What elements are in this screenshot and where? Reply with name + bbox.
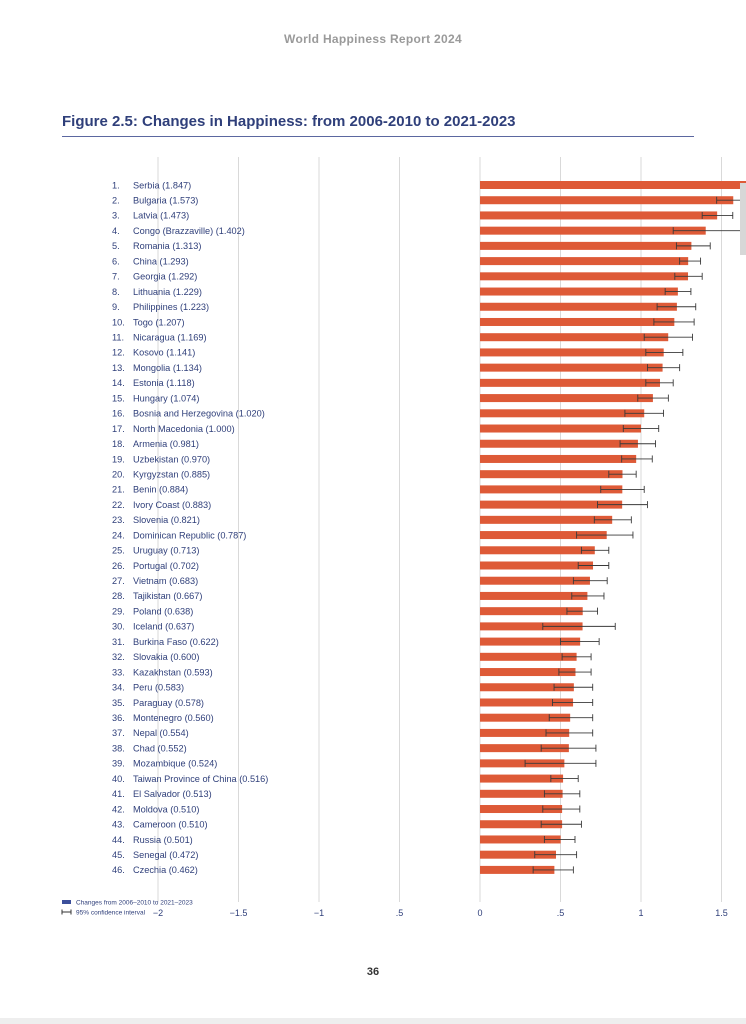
bar bbox=[480, 272, 688, 280]
x-tick-label: 0 bbox=[477, 908, 483, 918]
bar bbox=[480, 181, 746, 189]
row-rank: 44. bbox=[112, 834, 125, 845]
bar bbox=[480, 348, 664, 356]
row-rank: 39. bbox=[112, 758, 125, 769]
row-rank: 20. bbox=[112, 469, 125, 480]
row-rank: 31. bbox=[112, 636, 125, 647]
row-rank: 14. bbox=[112, 378, 125, 389]
x-tick-label: −1.5 bbox=[229, 908, 248, 918]
row-rank: 45. bbox=[112, 849, 125, 860]
x-tick-label: 1.5 bbox=[715, 908, 728, 918]
country-label: Kosovo (1.141) bbox=[133, 347, 196, 358]
bar bbox=[480, 227, 706, 235]
country-label: Bulgaria (1.573) bbox=[133, 195, 199, 206]
row-rank: 18. bbox=[112, 439, 125, 450]
bar bbox=[480, 546, 595, 554]
country-label: Moldova (0.510) bbox=[133, 804, 200, 815]
row-rank: 9. bbox=[112, 302, 120, 313]
row-rank: 11. bbox=[112, 332, 125, 343]
country-label: Lithuania (1.229) bbox=[133, 286, 202, 297]
country-label: Congo (Brazzaville) (1.402) bbox=[133, 225, 245, 236]
row-rank: 23. bbox=[112, 515, 125, 526]
row-rank: 29. bbox=[112, 606, 125, 617]
bar bbox=[480, 211, 717, 219]
country-label: Georgia (1.292) bbox=[133, 271, 198, 282]
row-rank: 35. bbox=[112, 697, 125, 708]
country-label: Serbia (1.847) bbox=[133, 180, 192, 191]
row-rank: 8. bbox=[112, 286, 120, 297]
country-label: Armenia (0.981) bbox=[133, 439, 199, 450]
country-label: Hungary (1.074) bbox=[133, 393, 200, 404]
figure-title: Figure 2.5: Changes in Happiness: from 2006-2010 to 2021-2023 bbox=[62, 113, 516, 130]
row-rank: 42. bbox=[112, 804, 125, 815]
country-label: Peru (0.583) bbox=[133, 682, 185, 693]
country-label: Montenegro (0.560) bbox=[133, 713, 214, 723]
running-header: World Happiness Report 2024 bbox=[284, 32, 462, 46]
country-label: Burkina Faso (0.622) bbox=[133, 636, 219, 647]
x-tick-label: −1 bbox=[313, 908, 325, 918]
row-rank: 22. bbox=[112, 499, 125, 510]
country-label: Ivory Coast (0.883) bbox=[133, 499, 212, 510]
bar bbox=[480, 196, 733, 204]
bar bbox=[480, 333, 668, 341]
country-label: Slovenia (0.821) bbox=[133, 515, 200, 526]
country-label: Chad (0.552) bbox=[133, 743, 187, 754]
country-label: Cameroon (0.510) bbox=[133, 819, 208, 830]
happiness-change-chart bbox=[0, 150, 746, 940]
bar bbox=[480, 303, 677, 311]
x-tick-label: 1 bbox=[638, 908, 644, 918]
bar bbox=[480, 379, 660, 387]
row-rank: 2. bbox=[112, 195, 120, 206]
country-label: Iceland (0.637) bbox=[133, 621, 195, 632]
row-rank: 7. bbox=[112, 271, 120, 282]
row-rank: 28. bbox=[112, 591, 125, 602]
row-rank: 43. bbox=[112, 819, 125, 830]
country-label: Russia (0.501) bbox=[133, 834, 193, 845]
bar bbox=[480, 516, 612, 524]
country-label: Nicaragua (1.169) bbox=[133, 332, 207, 343]
bar bbox=[480, 409, 644, 417]
row-rank: 32. bbox=[112, 652, 125, 663]
country-label: Czechia (0.462) bbox=[133, 865, 198, 876]
title-divider bbox=[62, 136, 694, 137]
x-tick-label: −2 bbox=[152, 908, 164, 918]
row-rank: 30. bbox=[112, 621, 125, 632]
country-label: Kyrgyzstan (0.885) bbox=[133, 469, 211, 480]
row-rank: 24. bbox=[112, 530, 125, 541]
row-rank: 15. bbox=[112, 393, 125, 404]
country-label: Tajikistan (0.667) bbox=[133, 591, 203, 602]
row-rank: 26. bbox=[112, 560, 125, 571]
country-label: Bosnia and Herzegovina (1.020) bbox=[133, 408, 265, 419]
bar bbox=[480, 288, 678, 296]
country-label: Mongolia (1.134) bbox=[133, 362, 202, 373]
country-label: Estonia (1.118) bbox=[133, 378, 195, 389]
row-rank: 5. bbox=[112, 241, 120, 252]
bar bbox=[480, 242, 691, 250]
country-label: Slovakia (0.600) bbox=[133, 652, 200, 663]
country-label: Romania (1.313) bbox=[133, 241, 202, 252]
country-label: Mozambique (0.524) bbox=[133, 758, 218, 769]
row-rank: 46. bbox=[112, 865, 125, 876]
country-label: Philippines (1.223) bbox=[133, 302, 210, 313]
row-rank: 17. bbox=[112, 423, 125, 434]
country-label: Kazakhstan (0.593) bbox=[133, 667, 213, 678]
country-label: China (1.293) bbox=[133, 256, 189, 267]
bar bbox=[480, 440, 638, 448]
row-rank: 27. bbox=[112, 576, 125, 587]
bar bbox=[480, 470, 622, 478]
page-number: 36 bbox=[366, 966, 380, 978]
bar bbox=[480, 425, 641, 433]
row-rank: 19. bbox=[112, 454, 125, 465]
row-rank: 25. bbox=[112, 545, 125, 556]
country-label: El Salvador (0.513) bbox=[133, 789, 212, 800]
country-label: Latvia (1.473) bbox=[133, 210, 190, 221]
bar bbox=[480, 562, 593, 570]
country-label: Portugal (0.702) bbox=[133, 560, 199, 571]
row-rank: 38. bbox=[112, 743, 125, 754]
bar bbox=[480, 592, 587, 600]
row-rank: 40. bbox=[112, 773, 125, 784]
bar bbox=[480, 318, 674, 326]
bar bbox=[480, 455, 636, 463]
bar bbox=[480, 364, 663, 372]
x-tick-label: .5 bbox=[395, 908, 404, 918]
row-rank: 21. bbox=[112, 484, 125, 495]
country-label: Paraguay (0.578) bbox=[133, 697, 204, 708]
row-rank: 12. bbox=[112, 347, 125, 358]
country-label: Poland (0.638) bbox=[133, 606, 194, 617]
country-label: Senegal (0.472) bbox=[133, 849, 199, 860]
legend-bar-swatch bbox=[62, 900, 71, 904]
row-rank: 3. bbox=[112, 210, 120, 221]
legend-label-change: Changes from 2006–2010 to 2021–2023 bbox=[76, 899, 193, 907]
country-label: North Macedonia (1.000) bbox=[133, 423, 235, 434]
country-label: Benin (0.884) bbox=[133, 484, 189, 495]
country-label: Uzbekistan (0.970) bbox=[133, 454, 211, 465]
bar bbox=[480, 394, 653, 402]
row-rank: 34. bbox=[112, 682, 125, 693]
row-rank: 33. bbox=[112, 667, 125, 678]
country-label: Togo (1.207) bbox=[133, 317, 185, 328]
country-label: Uruguay (0.713) bbox=[133, 545, 200, 556]
row-rank: 41. bbox=[112, 789, 125, 800]
row-rank: 13. bbox=[112, 362, 125, 373]
row-rank: 6. bbox=[112, 256, 120, 267]
country-label: Dominican Republic (0.787) bbox=[133, 530, 247, 541]
country-label: Taiwan Province of China (0.516) bbox=[133, 773, 269, 784]
page-bottom-band bbox=[0, 1018, 746, 1024]
row-rank: 1. bbox=[112, 180, 120, 191]
row-rank: 16. bbox=[112, 408, 125, 419]
legend-label-ci: 95% confidence interval bbox=[76, 909, 146, 917]
row-rank: 4. bbox=[112, 225, 120, 236]
row-rank: 10. bbox=[112, 317, 125, 328]
x-tick-label: .5 bbox=[556, 908, 565, 918]
country-label: Vietnam (0.683) bbox=[133, 576, 199, 587]
country-label: Nepal (0.554) bbox=[133, 728, 189, 739]
row-rank: 37. bbox=[112, 728, 125, 739]
bar bbox=[480, 257, 688, 265]
row-rank: 36. bbox=[112, 713, 125, 723]
page-edge-tab bbox=[740, 183, 746, 255]
